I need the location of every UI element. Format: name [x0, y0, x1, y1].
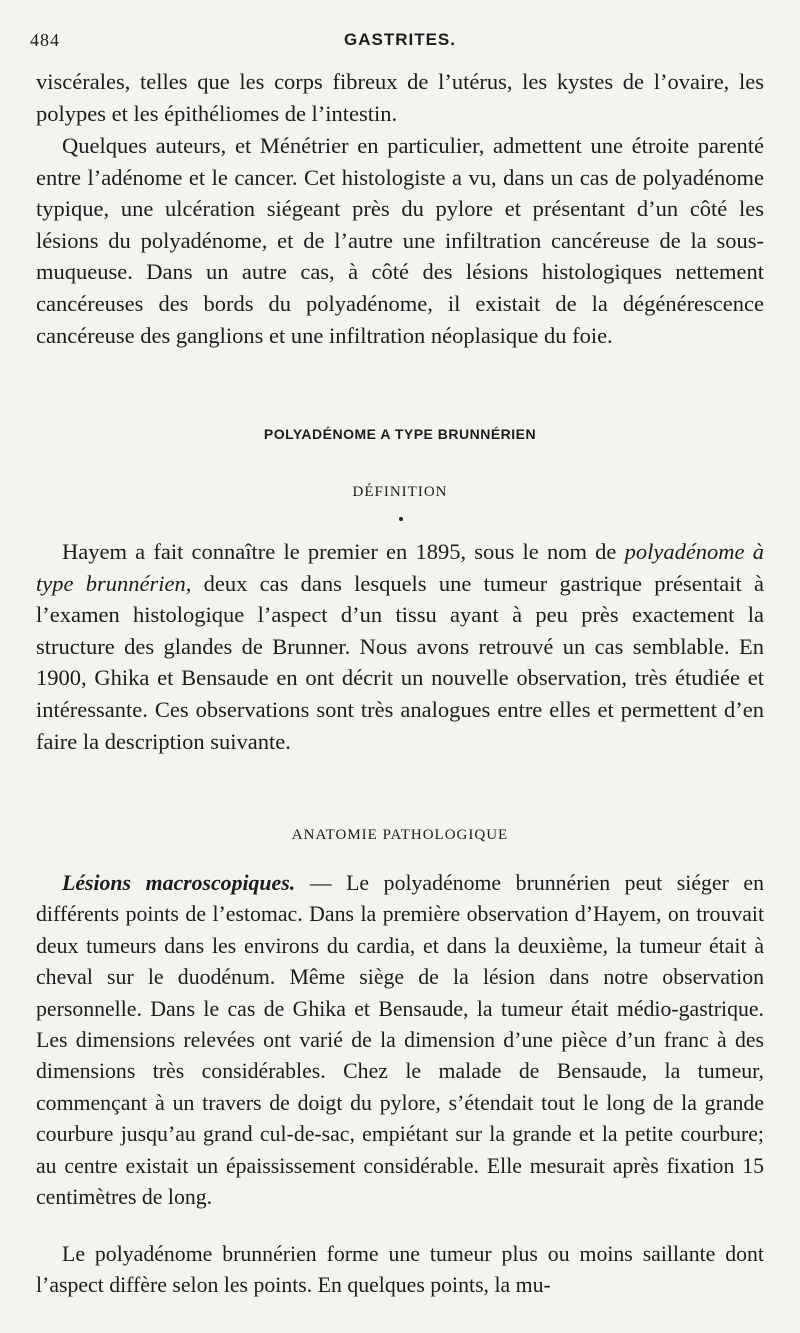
lesions-lead: Lésions macroscopiques.	[62, 871, 296, 895]
page-number: 484	[30, 30, 60, 50]
section-title: POLYADÉNOME A TYPE BRUNNÉRIEN	[263, 426, 537, 442]
page-header	[30, 30, 770, 56]
lesions-text: — Le polyadénome brunnérien peut siéger en différents points de l’estomac. Dans la première observation d’Hayem, on trouvait deux tumeurs dans les environs du cardia, et dans la deuxième, la tumeur était à cheval sur le duodénum. Même siège de la lésion dans notre observation personnelle. Dans le cas de Ghika et Bensaude, la tumeur était médio-gastrique. Les dimensions relevées ont varié de la dimension d’une pièce d’un franc à des dimensions très considérables. Chez le malade de Bensaude, la tumeur, commençant à un travers de doigt du pylore, s’étendait tout le long de la grande courbure jusqu’au grand cul-de-sac, empiétant sur la grande et la petite courbure; au centre existait un épaississement considérable. Elle mesurait après fixation 15 centimètres de long.	[36, 871, 764, 1210]
paragraph-lesions	[36, 868, 764, 1213]
definition-text-end: , deux cas dans lesquels une tumeur gastrique présentait à l’examen histologique l’aspect d’un tissu ayant à peu près exactement la structure des glandes de Brunner. Nous avons retrouvé un cas semblable. En 1900, Ghika et Bensaude en ont décrit un nouvelle observation, très étudiée et intéressante. Ces observations sont très analogues entre elles et permettent d’en faire la description suivante.	[36, 570, 764, 754]
ornament-dot	[399, 517, 403, 521]
definition-italic-term: polyadénome à type brunnérien	[36, 539, 764, 596]
paragraph-menetrier: Quelques auteurs, et Ménétrier en particulier, admettent une étroite parenté entre l’adénome et le cancer. Cet histologiste a vu, dans un cas de polyadénome typique, une ulcération siégeant près du pylore et présentant d’un côté les lésions du polyadénome, et de l’autre une infiltration cancéreuse de la sous-muqueuse. Dans un autre cas, à côté des lésions histologiques nettement cancéreuses des bords du polyadénome, il existait de la dégénérescence cancéreuse des ganglions et une infiltration néoplasique du foie.	[36, 133, 764, 348]
paragraph-continuation: viscérales, telles que les corps fibreux de l’utérus, les kystes de l’ovaire, les polypes et les épithéliomes de l’intestin.	[36, 69, 764, 126]
paragraph-definition	[36, 536, 764, 757]
subtitle-definition: DÉFINITION	[352, 484, 448, 500]
running-title: GASTRITES.	[343, 30, 456, 49]
definition-text-start: Hayem a fait connaître le premier en 1895, sous le nom de	[62, 539, 625, 564]
paragraph-last: Le polyadénome brunnérien forme une tumeur plus ou moins saillante dont l’aspect diffère selon les points. En quelques points, la mu-	[36, 1242, 764, 1298]
subtitle-anatomy: ANATOMIE PATHOLOGIQUE	[291, 827, 509, 843]
